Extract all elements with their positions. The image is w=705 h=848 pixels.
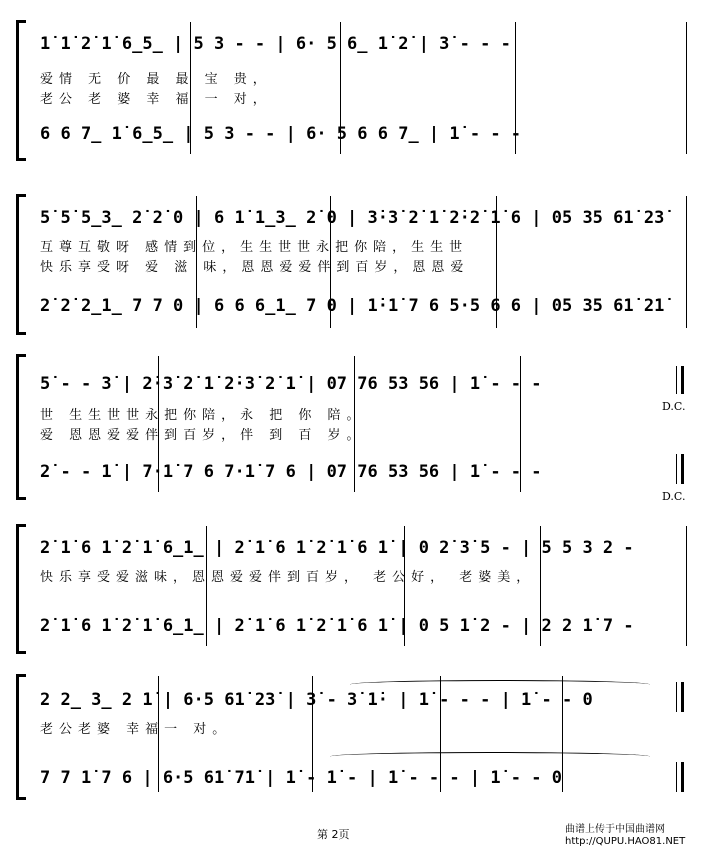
melody-top: 2̇ 1̇ 6 1̇ 2̇ 1̇ 6̲1̲ | 2̇ 1̇ 6 1̇ 2̇ 1̇ 6 1̇ | 0 2̇ 3̇ 5 - | 5 5 3 2 -	[40, 538, 634, 558]
melody-bottom: 2̇ - - 1̇ | 7·1̇ 7 6 7·1̇ 7 6 | 07 76 53 56 | 1̇ - - -	[40, 462, 542, 482]
lyrics-verse-2: 老公 老 婆 幸 福 一 对，	[40, 92, 272, 107]
lyrics-verse-2: 爱 恩恩爱爱伴到百岁，伴 到 百 岁。	[40, 428, 366, 443]
barline	[676, 762, 677, 792]
lyrics-verse-2: 快乐享受呀 爱 滋 味，恩恩爱爱伴到百岁，恩恩爱	[40, 260, 470, 275]
barline	[686, 22, 687, 154]
system-brace	[16, 354, 26, 500]
system-5	[0, 672, 705, 802]
lyrics-verse-1: 老公老婆 幸福一 对。	[40, 722, 232, 737]
system-3	[0, 352, 705, 502]
melody-bottom: 7 7 1̇ 7 6 | 6·5 61̇ 71̇ | 1̇ - 1̇ - | 1̇ - - - | 1̇ - - 0	[40, 768, 562, 788]
melody-top: 2 2̲ 3̲ 2 1̇ | 6·5 61̇ 23̇ | 3̇ - 3̇ 1̇· | 1̇ - - - | 1̇ - - 0	[40, 690, 593, 710]
site-url: http://QUPU.HAO81.NET	[565, 836, 686, 847]
barline	[676, 366, 677, 394]
final-barline	[681, 366, 684, 394]
system-brace	[16, 674, 26, 800]
da-capo-marking: D.C.	[662, 490, 686, 503]
system-brace	[16, 20, 26, 161]
slur	[330, 752, 650, 761]
melody-top: 5̇ - - 3̇ | 2̇·3̇ 2̇ 1̇ 2̇·3̇ 2̇ 1̇ | 07 76 53 56 | 1̇ - - -	[40, 374, 542, 394]
page-number: 第 2页	[317, 828, 350, 841]
system-brace	[16, 194, 26, 335]
final-barline	[681, 682, 684, 712]
melody-bottom: 2̇ 1̇ 6 1̇ 2̇ 1̇ 6̲1̲ | 2̇ 1̇ 6 1̇ 2̇ 1̇ 6 1̇ | 0 5 1̇ 2 - | 2 2 1̇ 7 -	[40, 616, 634, 636]
system-brace	[16, 524, 26, 654]
barline	[676, 454, 677, 484]
lyrics-verse-1: 爱情 无 价 最 最 宝 贵，	[40, 72, 272, 87]
final-barline	[681, 762, 684, 792]
final-barline	[681, 454, 684, 484]
melody-bottom: 6 6 7̲ 1̇ 6̲5̲ | 5 3 - - | 6· 5 6 6 7̲ | 1̇ - - -	[40, 124, 522, 144]
lyrics-verse-1: 互尊互敬呀 感情到位，生生世世永把你陪，生生世	[40, 240, 469, 255]
barline	[686, 196, 687, 328]
melody-top: 5̇ 5̇ 5̲3̲ 2̇ 2̇ 0 | 6 1̇ 1̲3̲ 2̇ 0 | 3̇·3̇ 2̇ 1̇ 2̇·2̇ 1̇ 6 | 05 35 61̇ 23̇	[40, 208, 665, 228]
slur	[350, 680, 650, 689]
system-1	[0, 18, 705, 158]
melody-top: 1̇ 1̇ 2̇ 1̇ 6̲5̲ | 5 3 - - | 6· 5 6̲ 1̇ 2̇ | 3̇ - - -	[40, 34, 511, 54]
da-capo-marking: D.C.	[662, 400, 686, 413]
lyrics-verse-1: 世 生生世世永把你陪，永 把 你 陪。	[40, 408, 366, 423]
site-name-cn: 曲谱上传于中国曲谱网	[565, 824, 665, 835]
barline	[676, 682, 677, 712]
lyrics-verse-1: 快乐享受爱滋味，恩恩爱爱伴到百岁， 老公好， 老婆美，	[40, 570, 536, 585]
site-watermark	[565, 824, 685, 848]
melody-bottom: 2̇ 2̇ 2̲1̲ 7 7 0 | 6 6 6̲1̲ 7 0 | 1̇·1̇ 7 6 5·5 6 6 | 05 35 61̇ 21̇	[40, 296, 665, 316]
barline	[686, 526, 687, 646]
system-2	[0, 192, 705, 332]
system-4	[0, 522, 705, 652]
